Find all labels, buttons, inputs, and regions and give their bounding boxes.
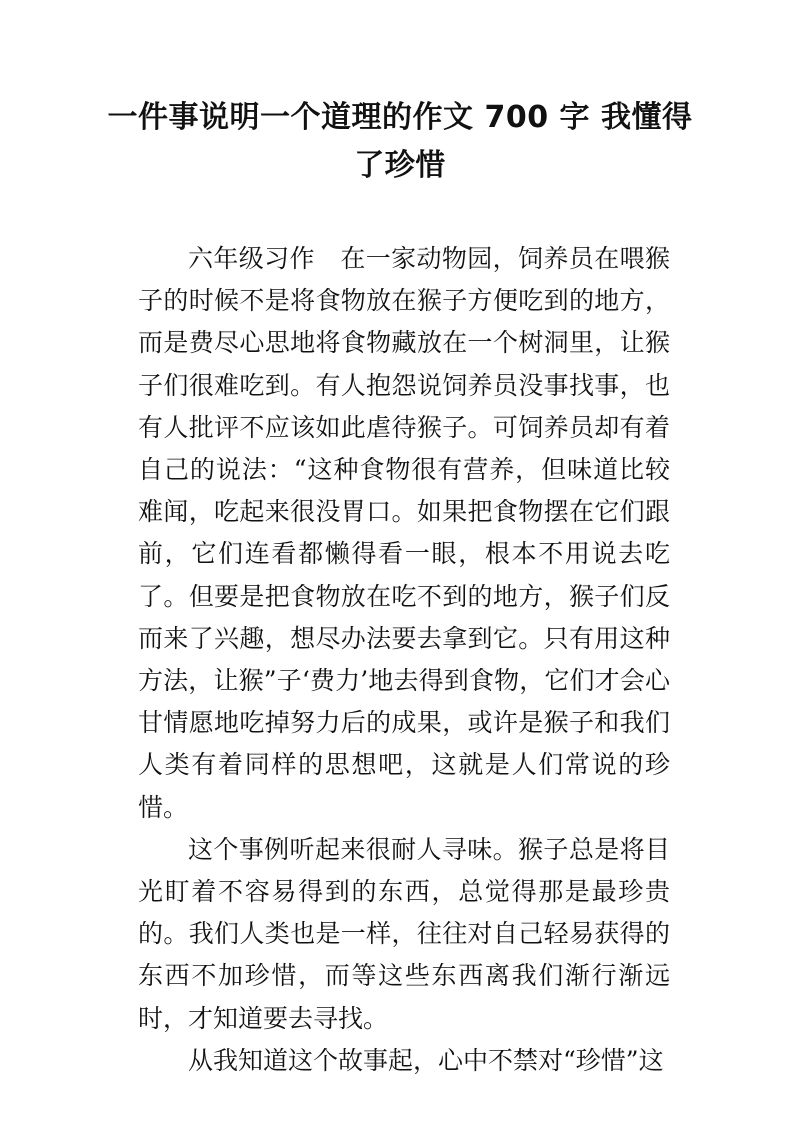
paragraph: 从我知道这个故事起，心中不禁对“珍惜”这: [188, 1045, 664, 1075]
document-title: 一件事说明一个道理的作文 700 字 我懂得了珍惜: [107, 100, 693, 183]
paragraph: 这个事例听起来很耐人寻味。猴子总是将目光盯着不容易得到的东西，总觉得那是最珍贵的。我们人类也是一样，往往对自己轻易获得的东西不加珍惜，而等这些东西离我们渐行渐远时，才知道要去寻找。: [138, 834, 670, 1033]
document-body: [138, 238, 670, 1082]
paragraph: 六年级习作 在一家动物园，饲养员在喂猴子的时候不是将食物放在猴子方便吃到的地方，而是费尽心思地将食物藏放在一个树洞里，让猴子们很难吃到。有人抱怨说饲养员没事找事，也有人批评不应该如此虐待猴子。可饲养员却有着自己的说法：“这种食物很有营养，但味道比较难闻，吃起来很没胃口。如果把食物摆在它们跟前，它们连看都懒得看一眼，根本不用说去吃了。但要是把食物放在吃不到的地方，猴子们反而来了兴趣，想尽办法要去拿到它。只有用这种方法，让猴”子‘费力’地去得到食物，它们才会心甘情愿地吃掉努力后的成果，或许是猴子和我们人类有着同样的思想吧，这就是人们常说的珍惜。: [138, 244, 670, 822]
